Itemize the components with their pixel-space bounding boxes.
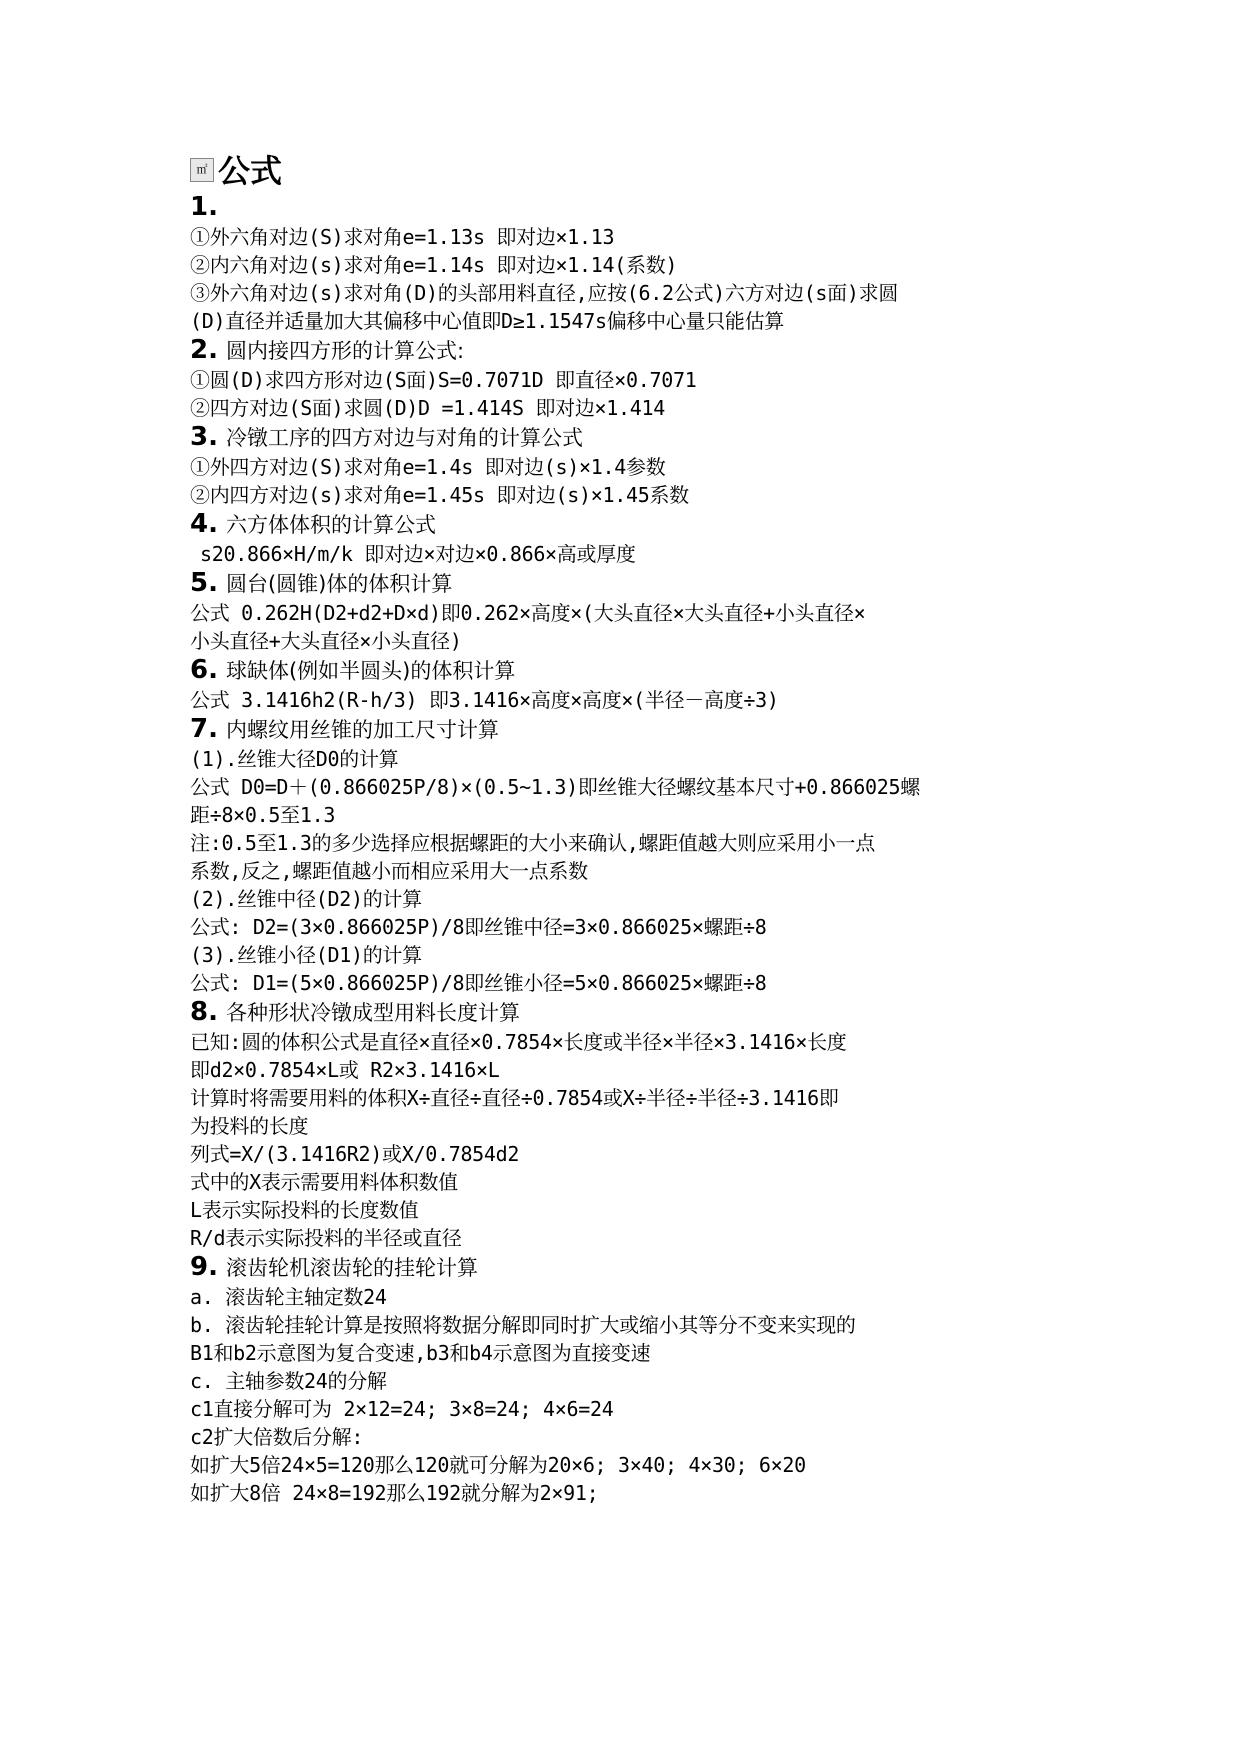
text-line: (3).丝锥小径(D1)的计算	[190, 943, 422, 967]
text-line: 公式: D2=(3×0.866025P)/8即丝锥中径=3×0.866025×螺距÷8	[190, 915, 767, 939]
section-8-heading	[190, 997, 1070, 1028]
section-title: 圆台(圆锥)体的体积计算	[225, 572, 453, 596]
text-line: s20.866×H/m/k 即对边×对边×0.866×高或厚度	[200, 542, 636, 566]
text-line: B1和b2示意图为复合变速,b3和b4示意图为直接变速	[190, 1341, 651, 1365]
text-line: c1直接分解可为 2×12=24; 3×8=24; 4×6=24	[190, 1397, 614, 1421]
text-line: 注:0.5至1.3的多少选择应根据螺距的大小来确认,螺距值越大则应采用小一点	[190, 831, 875, 855]
page-title	[190, 150, 1070, 192]
section-number: 6.	[190, 655, 218, 685]
text-line: ③外六角对边(s)求对角(D)的头部用料直径,应按(6.2公式)六方对边(s面)求圆	[190, 281, 899, 305]
section-title: 冷镦工序的四方对边与对角的计算公式	[225, 426, 583, 450]
section-number: 7.	[190, 714, 218, 744]
text-line: ②内四方对边(s)求对角e=1.45s 即对边(s)×1.45系数	[190, 483, 689, 507]
text-line: 已知:圆的体积公式是直径×直径×0.7854×长度或半径×半径×3.1416×长度	[190, 1030, 847, 1054]
text-line: (D)直径并适量加大其偏移中心值即D≥1.1547s偏移中心量只能估算	[190, 309, 784, 333]
section-number: 1.	[190, 192, 218, 222]
text-line: 计算时将需要用料的体积X÷直径÷直径÷0.7854或X÷半径÷半径÷3.1416即	[190, 1086, 839, 1110]
section-4-heading	[190, 509, 1070, 540]
text-line: 即d2×0.7854×L或 R2×3.1416×L	[190, 1058, 500, 1082]
section-title: 圆内接四方形的计算公式:	[225, 339, 465, 363]
text-line: L表示实际投料的长度数值	[190, 1198, 419, 1222]
text-line: c. 主轴参数24的分解	[190, 1369, 387, 1393]
text-line: ①外六角对边(S)求对角e=1.13s 即对边×1.13	[190, 225, 615, 249]
section-3-heading	[190, 422, 1070, 453]
section-title: 内螺纹用丝锥的加工尺寸计算	[225, 718, 499, 742]
text-line: ①外四方对边(S)求对角e=1.4s 即对边(s)×1.4参数	[190, 455, 666, 479]
text-line: ②内六角对边(s)求对角e=1.14s 即对边×1.14(系数)	[190, 253, 678, 277]
text-line: 距÷8×0.5至1.3	[190, 803, 336, 827]
section-number: 5.	[190, 568, 218, 598]
document-body	[190, 150, 1070, 1507]
text-line: 公式: D1=(5×0.866025P)/8即丝锥小径=5×0.866025×螺距÷8	[190, 971, 767, 995]
text-line: 小头直径+大头直径×小头直径)	[190, 629, 462, 653]
section-number: 2.	[190, 335, 218, 365]
square-meter-icon: ㎡	[190, 158, 214, 182]
text-line: R/d表示实际投料的半径或直径	[190, 1226, 462, 1250]
section-7-heading	[190, 714, 1070, 745]
text-line: 为投料的长度	[190, 1114, 309, 1138]
text-line: b. 滚齿轮挂轮计算是按照将数据分解即同时扩大或缩小其等分不变来实现的	[190, 1313, 856, 1337]
section-1-heading	[190, 192, 1070, 223]
text-line: ②四方对边(S面)求圆(D)D =1.414S 即对边×1.414	[190, 396, 666, 420]
text-line: (2).丝锥中径(D2)的计算	[190, 887, 422, 911]
section-title: 六方体体积的计算公式	[225, 513, 436, 537]
section-9-heading	[190, 1252, 1070, 1283]
section-number: 8.	[190, 997, 218, 1027]
text-line: 如扩大8倍 24×8=192那么192就分解为2×91;	[190, 1481, 599, 1505]
section-number: 3.	[190, 422, 218, 452]
section-title: 球缺体(例如半圆头)的体积计算	[225, 659, 516, 683]
text-line: 如扩大5倍24×5=120那么120就可分解为20×6; 3×40; 4×30; 6×20	[190, 1453, 806, 1477]
section-title: 滚齿轮机滚齿轮的挂轮计算	[225, 1256, 478, 1280]
text-line: 公式 3.1416h2(R-h/3) 即3.1416×高度×高度×(半径－高度÷3)	[190, 688, 779, 712]
section-6-heading	[190, 655, 1070, 686]
text-line: (1).丝锥大径D0的计算	[190, 747, 399, 771]
page-title-text: 公式	[218, 152, 283, 190]
text-line: c2扩大倍数后分解:	[190, 1425, 364, 1449]
section-5-heading	[190, 568, 1070, 599]
section-number: 9.	[190, 1252, 218, 1282]
text-line: 系数,反之,螺距值越小而相应采用大一点系数	[190, 859, 588, 883]
text-line: 公式 D0=D＋(0.866025P/8)×(0.5~1.3)即丝锥大径螺纹基本尺寸+0.866025螺	[190, 775, 920, 799]
text-line: ①圆(D)求四方形对边(S面)S=0.7071D 即直径×0.7071	[190, 368, 697, 392]
text-line: a. 滚齿轮主轴定数24	[190, 1285, 387, 1309]
text-line: 式中的X表示需要用料体积数值	[190, 1170, 458, 1194]
section-title: 各种形状冷镦成型用料长度计算	[225, 1001, 520, 1025]
text-line: 公式 0.262H(D2+d2+D×d)即0.262×高度×(大头直径×大头直径+小头直径×	[190, 601, 866, 625]
text-line: 列式=X/(3.1416R2)或X/0.7854d2	[190, 1142, 520, 1166]
section-number: 4.	[190, 509, 218, 539]
section-2-heading	[190, 335, 1070, 366]
